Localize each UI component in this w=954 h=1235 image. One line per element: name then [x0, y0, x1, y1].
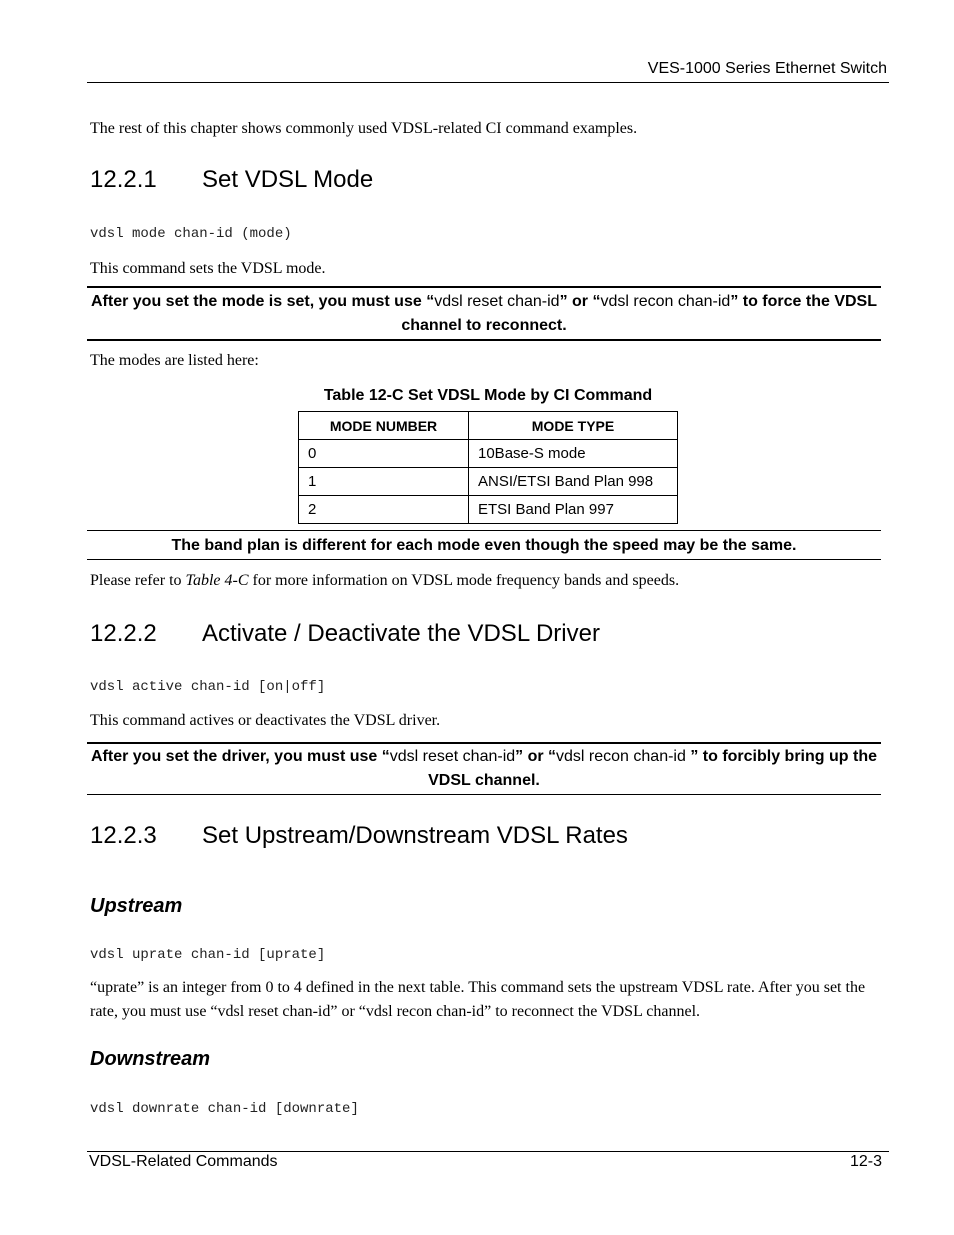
running-header: VES-1000 Series Ethernet Switch: [647, 60, 887, 77]
subheading-upstream: Upstream: [90, 895, 183, 917]
note-text: After you set the driver, you must use “: [91, 748, 390, 765]
footer-rule: [87, 1151, 889, 1152]
table-cell: ETSI Band Plan 997: [469, 496, 678, 524]
note-rule-bottom: [87, 794, 881, 795]
column-header: MODE TYPE: [469, 412, 678, 440]
modes-intro: The modes are listed here:: [90, 352, 259, 369]
section-title: Set Upstream/Downstream VDSL Rates: [202, 822, 628, 849]
section-title: Activate / Deactivate the VDSL Driver: [202, 620, 600, 647]
table-row: [299, 468, 678, 496]
table-cell: 2: [299, 496, 469, 524]
table-row: [299, 496, 678, 524]
note-text: ” or “: [515, 748, 557, 765]
table-row: [299, 440, 678, 468]
command-syntax: vdsl active chan-id [on|off]: [90, 679, 326, 695]
table-cell: ANSI/ETSI Band Plan 998: [469, 468, 678, 496]
command-syntax: vdsl mode chan-id (mode): [90, 226, 292, 242]
note-command: vdsl reset chan-id: [389, 748, 516, 765]
note-text: After you set the mode is set, you must use “: [91, 293, 435, 310]
header-rule: [87, 82, 889, 83]
refer-text: Please refer to: [90, 572, 186, 589]
table-header-row: [299, 412, 678, 440]
column-header: MODE NUMBER: [299, 412, 469, 440]
note-rule-bottom: [87, 559, 881, 560]
note-rule-top: [87, 530, 881, 531]
note-rule-top: [87, 742, 881, 744]
section-heading-12-2-1: [90, 166, 373, 194]
table-caption: Table 12-C Set VDSL Mode by CI Command: [323, 387, 653, 404]
section-title: Set VDSL Mode: [202, 166, 374, 193]
refer-paragraph: [90, 569, 880, 593]
note-command: vdsl reset chan-id: [434, 293, 560, 310]
footer-page-number: 12-3: [849, 1153, 882, 1170]
mode-table: [298, 411, 678, 524]
footer-chapter: VDSL-Related Commands: [89, 1153, 278, 1170]
note-text: ” or “: [559, 293, 601, 310]
note-text: ” to force the VDSL channel to reconnect.: [401, 293, 877, 334]
table-reference-link: Table 4-C: [185, 572, 249, 589]
note-text: ” to forcibly bring up the VDSL channel.: [428, 748, 877, 789]
table-cell: 1: [299, 468, 469, 496]
note-command: vdsl recon chan-id: [556, 748, 691, 765]
section-heading-12-2-2: [90, 620, 600, 648]
note-rule-bottom: [87, 339, 881, 341]
subheading-downstream: Downstream: [90, 1048, 211, 1070]
command-syntax: vdsl uprate chan-id [uprate]: [90, 947, 326, 963]
command-description: This command sets the VDSL mode.: [90, 260, 326, 277]
table-cell: 10Base-S mode: [469, 440, 678, 468]
section-number: 12.2.2: [90, 620, 157, 647]
section-number: 12.2.1: [90, 166, 157, 193]
note-mode-reconnect: [87, 290, 881, 338]
note-command: vdsl recon chan-id: [600, 293, 731, 310]
intro-paragraph: The rest of this chapter shows commonly used VDSL-related CI command examples.: [90, 120, 638, 137]
note-driver-reconnect: [87, 745, 881, 793]
note-rule-top: [87, 286, 881, 288]
section-heading-12-2-3: [90, 822, 628, 850]
upstream-description: “uprate” is an integer from 0 to 4 defined in the next table. This command sets the upstream VDSL rate. After you set the rate, you must use “vdsl reset chan-id” or “vdsl recon chan-id” to reconnect the VDSL channel.: [90, 979, 866, 1020]
refer-text: for more information on VDSL mode frequency bands and speeds.: [248, 572, 680, 589]
command-description: This command actives or deactivates the VDSL driver.: [90, 712, 441, 729]
section-number: 12.2.3: [90, 822, 157, 849]
command-syntax: vdsl downrate chan-id [downrate]: [90, 1101, 359, 1117]
table-cell: 0: [299, 440, 469, 468]
note-band-plan: The band plan is different for each mode even though the speed may be the same.: [171, 537, 797, 554]
